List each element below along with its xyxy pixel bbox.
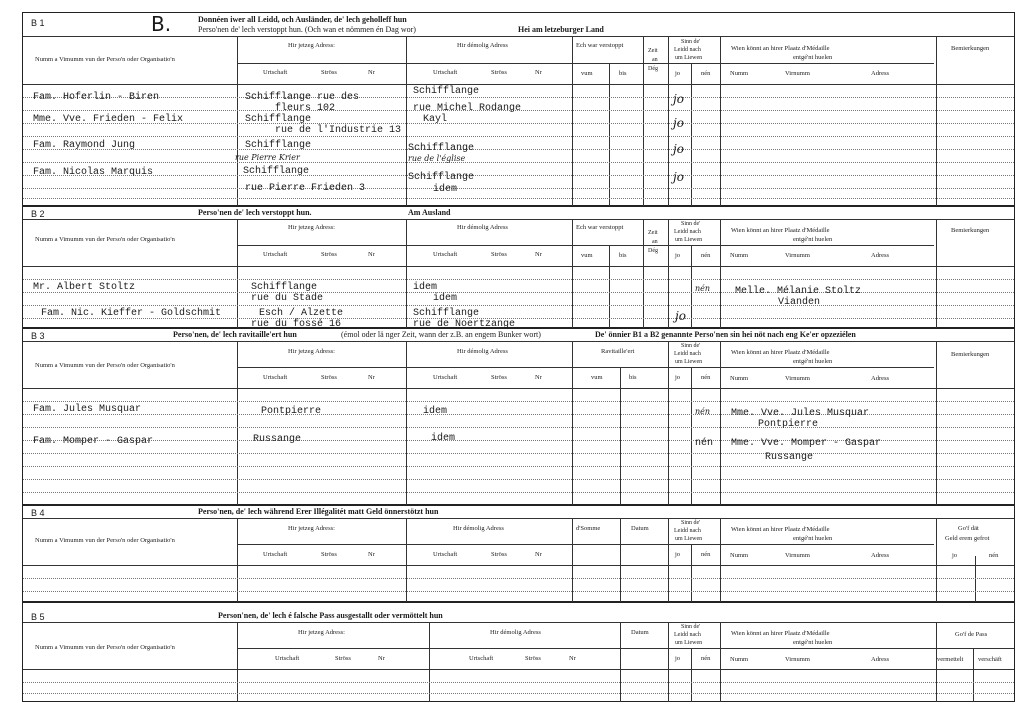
table-row-alive: jo	[673, 116, 684, 130]
header-former-address: Hir démolig Adress	[457, 42, 508, 49]
section-title: Perso'nen, de' lech während Erer Illégalitét matt Geld önnerstötzt hun	[198, 507, 439, 516]
table-row-name: Fam. Hoferlin - Biren	[33, 92, 160, 103]
header-date: Datum	[631, 629, 649, 636]
sub-nr: Nr	[378, 655, 385, 662]
section-subtitle: Perso'nen de' lech verstoppt hun. (Och wan et nömmen én Dag wor)	[198, 25, 416, 34]
header-medal-2: entgé'nt huelen	[793, 639, 833, 646]
sub-locality: Urtschaft	[433, 374, 458, 381]
sub-nr: Nr	[569, 655, 576, 662]
header-remarks: Bemierkungen	[951, 45, 990, 52]
header-alive-2: Leidd nach	[674, 229, 701, 235]
sub-procured: verschäft	[978, 656, 1002, 663]
sub-numm: Numm	[730, 252, 749, 259]
sub-nr: Nr	[368, 69, 375, 76]
sub-street: Ströss	[335, 655, 351, 662]
sub-street: Ströss	[321, 374, 337, 381]
sub-street: Ströss	[525, 655, 541, 662]
sub-locality: Urtschaft	[433, 551, 458, 558]
table-row-medal-address: Russange	[765, 452, 814, 463]
sub-no: nén	[701, 655, 711, 662]
sub-locality: Urtschaft	[433, 69, 458, 76]
table-row-alive: nén	[695, 438, 714, 449]
header-alive-3: um Liewen	[675, 640, 703, 646]
sub-nr: Nr	[368, 551, 375, 558]
header-medal-1: Wien könnt an hirer Plaatz d'Médaille	[731, 526, 830, 533]
sub-yes: jo	[675, 655, 681, 662]
document-form	[22, 12, 1015, 702]
table-row-alive: jo	[673, 142, 684, 156]
table-row-current-address: Pontpierre	[261, 406, 322, 417]
table-row-current-address: rue Pierre Frieden 3	[245, 183, 366, 194]
table-row-medal-name: Melle. Mélanie Stoltz	[735, 286, 862, 297]
table-row-current-address: Schifflange	[245, 140, 312, 151]
sub-street: Ströss	[321, 69, 337, 76]
section-b3	[22, 328, 1015, 505]
sub-arranged: vermettelt	[937, 656, 964, 663]
table-row-former-address: Schifflange	[413, 86, 480, 97]
sub-numm: Numm	[730, 375, 749, 382]
table-row-alive: nén	[695, 407, 711, 416]
sub-numm: Numm	[730, 70, 749, 77]
table-row-current-address: Schifflange rue des	[245, 92, 360, 103]
header-alive-1: Sinn de'	[681, 343, 701, 349]
section-b4	[22, 505, 1015, 602]
sub-virnumm: Virnumm	[785, 70, 810, 77]
sub-yes: jo	[952, 552, 958, 559]
table-row-current-address: rue Pierre Krier	[235, 153, 300, 162]
sub-locality: Urtschaft	[263, 551, 288, 558]
section-title: Person'nen, de' lech é falsche Pass ausgestallt oder vermöttelt hun	[218, 611, 443, 620]
section-code: B 4	[31, 508, 45, 518]
sub-street: Ströss	[491, 551, 507, 558]
sub-street: Ströss	[491, 251, 507, 258]
header-time-3: Dég	[648, 248, 658, 254]
table-row-current-address: Schifflange	[243, 166, 310, 177]
sub-nr: Nr	[368, 251, 375, 258]
sub-adress: Adress	[871, 375, 890, 382]
sub-nr: Nr	[535, 251, 542, 258]
table-row-current-address: rue de l'Industrie 13	[275, 125, 402, 136]
table-row-former-address: Schifflange	[408, 172, 475, 183]
sub-street: Ströss	[321, 251, 337, 258]
header-medal-2: entgé'nt huelen	[793, 236, 833, 243]
header-time-1: Zeit	[648, 230, 658, 236]
sub-adress: Adress	[871, 252, 890, 259]
header-alive-1: Sinn de'	[681, 624, 701, 630]
sub-locality: Urtschaft	[469, 655, 494, 662]
table-row-former-address: idem	[423, 406, 448, 417]
sub-street: Ströss	[491, 69, 507, 76]
table-row-alive: jo	[673, 92, 684, 106]
header-name: Numm a Vimumm vun der Perso'n oder Organisatio'n	[35, 56, 175, 63]
section-code: B 3	[31, 331, 45, 341]
header-alive-1: Sinn de'	[681, 221, 701, 227]
sub-nr: Nr	[368, 374, 375, 381]
table-row-medal-address: Pontpierre	[758, 419, 819, 430]
section-subtitle: (émol oder lä nger Zeit, wann der z.B. an engem Bunker wort)	[341, 330, 541, 339]
sub-from: vum	[581, 252, 593, 259]
sub-to: bis	[629, 374, 637, 381]
sub-yes: jo	[675, 70, 681, 77]
header-name: Numm a Vimumm vun der Perso'n oder Organisatio'n	[35, 644, 175, 651]
header-medal-2: entgé'nt huelen	[793, 535, 833, 542]
header-sum: d'Somme	[576, 525, 601, 532]
sub-no: nén	[701, 551, 711, 558]
header-alive-3: um Liewen	[675, 55, 703, 61]
header-alive-3: um Liewen	[675, 237, 703, 243]
header-money-returned-2: Geld erem gefrot	[945, 535, 990, 542]
table-row-former-address: idem	[413, 282, 438, 293]
section-title: Donnéen iwer all Leidd, och Ausländer, de' lech geholleff hun	[198, 15, 407, 24]
header-hidden: Ech war verstoppt	[576, 224, 624, 231]
header-alive-1: Sinn de'	[681, 39, 701, 45]
header-current-address: Hir jetzeg Adress:	[288, 42, 335, 49]
header-medal-1: Wien könnt an hirer Plaatz d'Médaille	[731, 630, 830, 637]
header-alive-2: Leidd nach	[674, 47, 701, 53]
table-row-alive: nén	[695, 284, 711, 293]
section-code: B 2	[31, 209, 45, 219]
sub-to: bis	[619, 70, 627, 77]
sub-locality: Urtschaft	[263, 251, 288, 258]
section-b1	[22, 12, 1015, 206]
section-title: Perso'nen de' lech verstoppt hun.	[198, 208, 312, 217]
header-former-address: Hir démolig Adress	[457, 224, 508, 231]
section-subtitle: Am Ausland	[408, 208, 451, 217]
table-row-medal-name: Mme. Vve. Jules Musquar	[731, 408, 870, 419]
header-pass: Go'f de Pass	[955, 631, 988, 638]
table-row-former-address: rue Michel Rodange	[413, 103, 522, 114]
header-time-2: an	[652, 239, 658, 245]
sub-numm: Numm	[730, 552, 749, 559]
header-alive-2: Leidd nach	[674, 528, 701, 534]
table-row-name: Fam. Momper - Gaspar	[33, 436, 154, 447]
section-note: De' önnier B1 a B2 genannte Perso'nen sin hei nöt nach eng Ke'er opzeziélen	[595, 330, 856, 339]
header-alive-3: um Liewen	[675, 359, 703, 365]
sub-yes: jo	[675, 374, 681, 381]
table-row-former-address: idem	[433, 184, 458, 195]
table-row-name: Fam. Raymond Jung	[33, 140, 136, 151]
header-medal-1: Wien könnt an hirer Plaatz d'Médaille	[731, 45, 830, 52]
sub-locality: Urtschaft	[263, 69, 288, 76]
sub-to: bis	[619, 252, 627, 259]
header-ravitailleert: Ravitaille'ert	[601, 348, 635, 355]
table-row-current-address: Schifflange	[245, 114, 312, 125]
table-row-current-address: Russange	[253, 434, 302, 445]
header-medal-2: entgé'nt huelen	[793, 54, 833, 61]
sub-yes: jo	[675, 252, 681, 259]
table-row-alive: jo	[675, 309, 686, 323]
table-row-alive: jo	[673, 170, 684, 184]
sub-virnumm: Virnumm	[785, 656, 810, 663]
header-remarks: Bemierkungen	[951, 351, 990, 358]
sub-numm: Numm	[730, 656, 749, 663]
table-row-former-address: rue de l'église	[408, 154, 466, 163]
table-row-name: Mme. Vve. Frieden - Felix	[33, 114, 184, 125]
sub-street: Ströss	[321, 551, 337, 558]
header-name: Numm a Vimumm vun der Perso'n oder Organisatio'n	[35, 537, 175, 544]
sub-virnumm: Virnumm	[785, 552, 810, 559]
table-row-former-address: Schifflange	[408, 143, 475, 154]
table-row-former-address: Schifflange	[413, 308, 480, 319]
sub-no: nén	[701, 374, 711, 381]
section-code: B 1	[31, 18, 45, 28]
header-current-address: Hir jetzeg Adress:	[288, 224, 335, 231]
header-medal-2: entgé'nt huelen	[793, 358, 833, 365]
header-alive-2: Leidd nach	[674, 632, 701, 638]
header-former-address: Hir démolig Adress	[490, 629, 541, 636]
header-time-1: Zeit	[648, 48, 658, 54]
sub-virnumm: Virnumm	[785, 252, 810, 259]
sub-locality: Urtschaft	[433, 251, 458, 258]
header-current-address: Hir jetzeg Adress:	[288, 525, 335, 532]
header-alive-3: um Liewen	[675, 536, 703, 542]
sub-virnumm: Virnumm	[785, 375, 810, 382]
header-former-address: Hir démolig Adress	[453, 525, 504, 532]
header-name: Numm a Vimumm vun der Perso'n oder Organisatio'n	[35, 362, 175, 369]
sub-no: nén	[989, 552, 999, 559]
header-money-returned-1: Go'f dät	[958, 525, 979, 532]
table-row-name: Mr. Albert Stoltz	[33, 282, 136, 293]
section-code: B 5	[31, 612, 45, 622]
table-row-former-address: rue de Noertzange	[413, 319, 516, 330]
sub-from: vum	[591, 374, 603, 381]
table-row-current-address: rue du fossé 16	[251, 319, 342, 330]
sub-yes: jo	[675, 551, 681, 558]
sub-no: nén	[701, 252, 711, 259]
header-name: Numm a Vimumm vun der Perso'n oder Organisatio'n	[35, 236, 175, 243]
header-time-3: Dég	[648, 66, 658, 72]
sub-street: Ströss	[491, 374, 507, 381]
table-row-medal-name: Mme. Vve. Momper - Gaspar	[731, 438, 882, 449]
sub-nr: Nr	[535, 551, 542, 558]
sub-adress: Adress	[871, 656, 890, 663]
table-row-current-address: Schifflange	[251, 282, 318, 293]
table-row-name: Fam. Nic. Kieffer - Goldschmit	[41, 308, 222, 319]
header-hidden: Ech war verstoppt	[576, 42, 624, 49]
header-medal-1: Wien könnt an hirer Plaatz d'Médaille	[731, 349, 830, 356]
table-row-current-address: rue du Stade	[251, 293, 324, 304]
sub-adress: Adress	[871, 70, 890, 77]
table-row-current-address: fleurs 102	[275, 103, 336, 114]
table-row-current-address: Esch / Alzette	[259, 308, 344, 319]
sub-adress: Adress	[871, 552, 890, 559]
table-row-name: Fam. Jules Musquar	[33, 404, 142, 415]
sub-locality: Urtschaft	[263, 374, 288, 381]
section-subtitle-2: Hei am letzeburger Land	[518, 25, 604, 34]
section-title: Perso'nen, de' lech ravitaille'ert hun	[173, 330, 297, 339]
header-alive-2: Leidd nach	[674, 351, 701, 357]
header-former-address: Hir démolig Adress	[457, 348, 508, 355]
sub-nr: Nr	[535, 374, 542, 381]
header-current-address: Hir jetzeg Adress:	[288, 348, 335, 355]
section-letter: B.	[151, 12, 172, 36]
table-row-medal-address: Vianden	[778, 297, 821, 308]
header-date: Datum	[631, 525, 649, 532]
header-alive-1: Sinn de'	[681, 520, 701, 526]
table-row-former-address: Kayl	[423, 114, 448, 125]
header-current-address: Hir jetzeg Adress:	[298, 629, 345, 636]
sub-from: vum	[581, 70, 593, 77]
sub-no: nén	[701, 70, 711, 77]
section-b2	[22, 206, 1015, 328]
table-row-former-address: idem	[433, 293, 458, 304]
table-row-name: Fam. Nicolas Marquis	[33, 167, 154, 178]
header-medal-1: Wien könnt an hirer Plaatz d'Médaille	[731, 227, 830, 234]
sub-nr: Nr	[535, 69, 542, 76]
sub-locality: Urtschaft	[275, 655, 300, 662]
table-row-former-address: idem	[431, 433, 456, 444]
section-b5	[22, 602, 1015, 702]
header-remarks: Bemierkungen	[951, 227, 990, 234]
header-time-2: an	[652, 57, 658, 63]
